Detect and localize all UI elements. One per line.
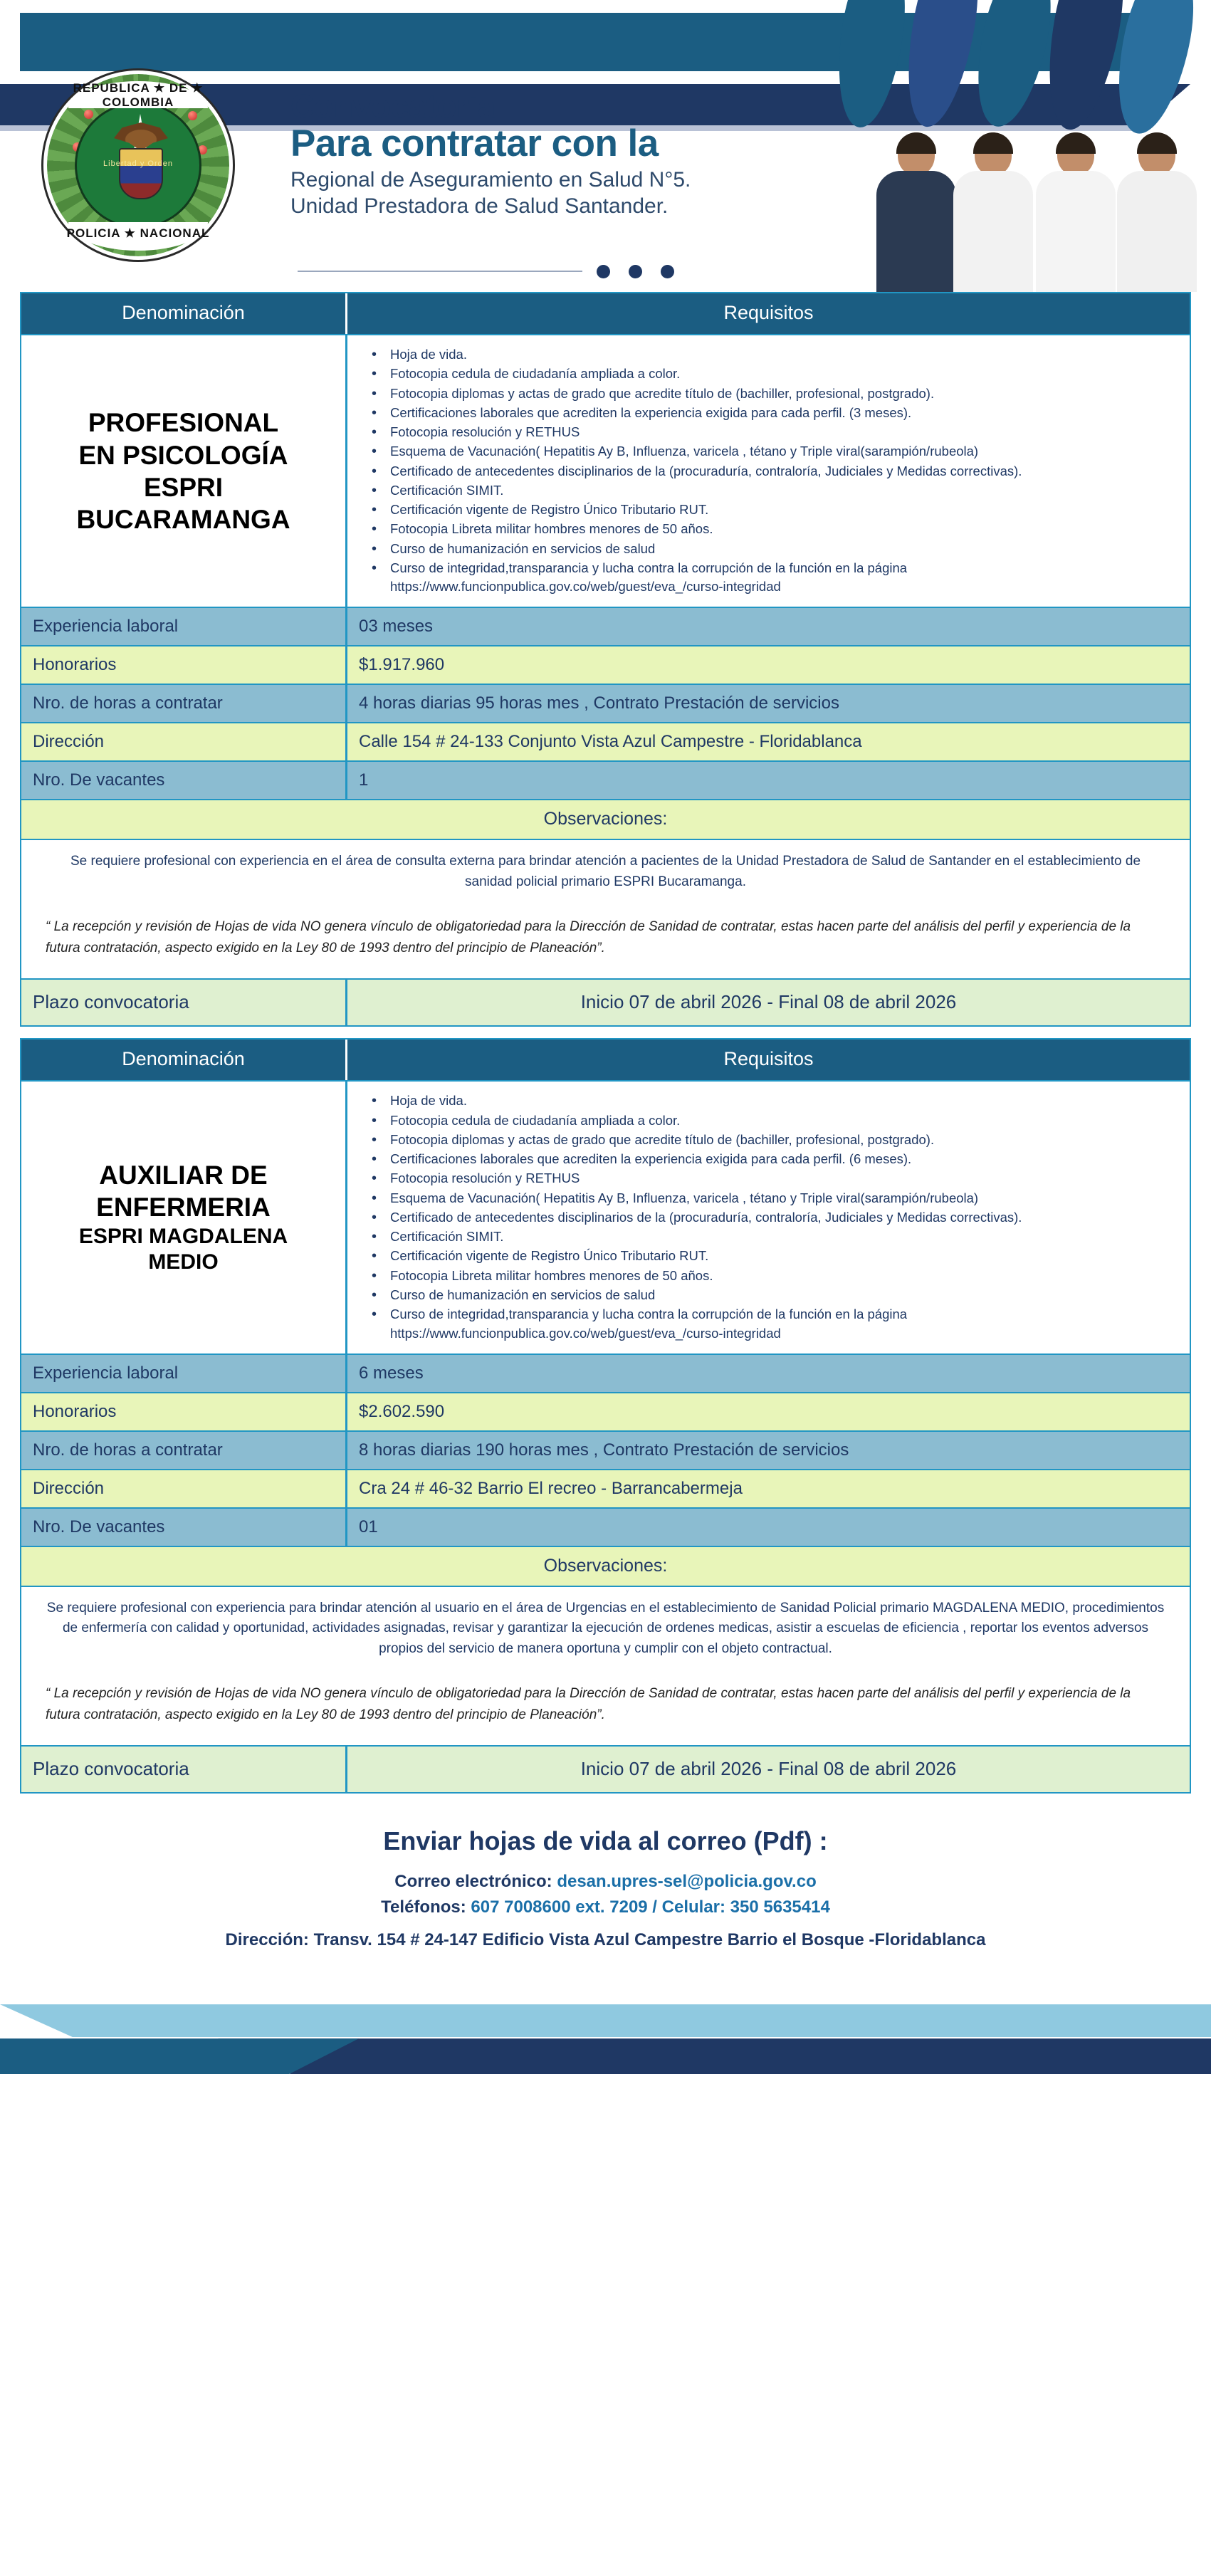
position-card <box>20 292 1191 1027</box>
position-denomination-cell <box>21 335 347 607</box>
label-horas: Nro. de horas a contratar <box>21 1432 347 1469</box>
requirement-item: • Certificación vigente de Registro Único Tributario RUT. <box>366 501 1177 519</box>
value-horas: 8 horas diarias 190 horas mes , Contrato Prestación de servicios <box>347 1432 1190 1469</box>
label-direccion: Dirección <box>21 1470 347 1507</box>
label-honorarios: Honorarios <box>21 1393 347 1430</box>
observations-header: Observaciones: <box>21 800 1190 840</box>
table-header-row <box>21 1040 1190 1082</box>
position-title-line3: ESPRI MAGDALENA <box>78 1224 288 1248</box>
position-requirements-cell <box>347 335 1190 607</box>
label-experiencia: Experiencia laboral <box>21 608 347 645</box>
requirement-item: • Fotocopia diplomas y actas de grado que acredite título de (bachiller, profesional, postgrado). <box>366 384 1177 403</box>
detail-row-horas <box>21 1432 1190 1470</box>
requirement-item: • Hoja de vida. <box>366 345 1177 364</box>
position-title-line1: AUXILIAR DE <box>99 1161 268 1190</box>
legal-note-text: “ La recepción y revisión de Hojas de vida NO genera vínculo de obligatoriedad para la Dirección de Sanidad de contratar, estas hacen parte del análisis del perfil y experiencia de la futura contratación, aspecto exigido en la Ley 80 de 1993 dentro del principio de Planeación”. <box>46 1686 1131 1722</box>
observations-body <box>21 840 1190 978</box>
value-direccion: Cra 24 # 46-32 Barrio El recreo - Barrancabermeja <box>347 1470 1190 1507</box>
position-card <box>20 1038 1191 1794</box>
banner-title-line1: Convocatoria <box>290 88 496 125</box>
header-denominacion: Denominación <box>21 293 347 334</box>
banner-title-block <box>290 90 789 219</box>
footer-phone-value: 607 7008600 ext. 7209 / Celular: 350 5635414 <box>471 1897 830 1917</box>
detail-row-honorarios <box>21 646 1190 685</box>
footer-title: Enviar hojas de vida al correo (Pdf) : <box>383 1826 828 1856</box>
detail-row-horas <box>21 685 1190 723</box>
requirement-item: • Fotocopia Libreta militar hombres menores de 50 años. <box>366 1267 1177 1285</box>
requirement-item: • Esquema de Vacunación( Hepatitis Ay B, Influenza, varicela , tétano y Triple viral(sarampión/rubeola) <box>366 442 1177 461</box>
requirement-item: • Certificación SIMIT. <box>366 481 1177 500</box>
banner-divider-rule <box>298 271 582 272</box>
banner-dots-decoration <box>597 265 674 278</box>
requirement-item: • Fotocopia cedula de ciudadanía ampliada a color. <box>366 365 1177 383</box>
table-header-row <box>21 293 1190 335</box>
value-honorarios: $1.917.960 <box>347 646 1190 684</box>
label-vacantes: Nro. De vacantes <box>21 1509 347 1546</box>
footer-decoration-bands <box>0 1976 1211 2083</box>
value-horas: 4 horas diarias 95 horas mes , Contrato Prestación de servicios <box>347 685 1190 722</box>
page-header-banner <box>0 0 1211 292</box>
label-plazo: Plazo convocatoria <box>21 1747 347 1792</box>
requirement-item: • Fotocopia resolución y RETHUS <box>366 1169 1177 1188</box>
page-footer <box>0 1826 1211 1957</box>
header-staff-photo <box>869 61 1204 292</box>
legal-note-text: “ La recepción y revisión de Hojas de vida NO genera vínculo de obligatoriedad para la Dirección de Sanidad de contratar, estas hacen parte del análisis del perfil y experiencia de la futura contratación, aspecto exigido en la Ley 80 de 1993 dentro del principio de Planeación”. <box>46 919 1131 955</box>
plazo-row <box>21 978 1190 1025</box>
value-vacantes: 1 <box>347 762 1190 799</box>
position-title-line3: ESPRI <box>143 472 224 502</box>
position-title-line1: PROFESIONAL <box>88 408 279 438</box>
value-plazo: Inicio 07 de abril 2026 - Final 08 de abril 2026 <box>580 991 957 1013</box>
position-main-row <box>21 335 1190 608</box>
position-title-line2: ENFERMERIA <box>96 1193 271 1222</box>
crest-motto-label: Libertad y Orden <box>103 159 173 168</box>
observation-text: Se requiere profesional con experiencia para brindar atención al usuario en el área de Urgencias en el establecimiento de Sanidad Policial primario MAGDALENA MEDIO, procedimientos de enfermería con calidad y oportunidad, actividades asignadas, revisar y garantizar la ejecución de ordenes medicas, asistir a escuelas de eficiencia , reportar los eventos adversos propios del servicio de manera oportuna y cumplir con el objeto contractual. <box>46 1600 1165 1656</box>
footer-email-value[interactable]: desan.upres-sel@policia.gov.co <box>557 1872 817 1892</box>
observations-body <box>21 1587 1190 1745</box>
observations-header: Observaciones: <box>21 1547 1190 1587</box>
requirement-item: • Certificación vigente de Registro Único Tributario RUT. <box>366 1247 1177 1265</box>
label-horas: Nro. de horas a contratar <box>21 685 347 722</box>
requirement-item: • Fotocopia cedula de ciudadanía ampliada a color. <box>366 1111 1177 1130</box>
requirement-item: • Curso de humanización en servicios de salud <box>366 1286 1177 1304</box>
position-requirements-cell <box>347 1082 1190 1353</box>
crest-bottom-label: POLICIA ★ NACIONAL <box>66 226 210 240</box>
requirement-item: • Fotocopia Libreta militar hombres menores de 50 años. <box>366 520 1177 538</box>
requirement-item: • Curso de integridad,transparancia y lucha contra la corrupción de la función en la página https://www.funcionpublica.gov.co/web/guest/eva_/curso-integridad <box>366 1305 1177 1343</box>
value-honorarios: $2.602.590 <box>347 1393 1190 1430</box>
colombia-police-crest-icon <box>41 68 235 262</box>
position-title-line4: MEDIO <box>148 1250 219 1274</box>
requirement-item: • Curso de humanización en servicios de salud <box>366 540 1177 558</box>
banner-subtitle-line1: Regional de Aseguramiento en Salud N°5. <box>290 167 691 192</box>
plazo-row <box>21 1745 1190 1792</box>
position-title-line2: EN PSICOLOGÍA <box>78 440 288 470</box>
label-honorarios: Honorarios <box>21 646 347 684</box>
requirement-item: • Fotocopia diplomas y actas de grado que acredite título de (bachiller, profesional, postgrado). <box>366 1131 1177 1149</box>
header-denominacion: Denominación <box>21 1040 347 1080</box>
observation-text: Se requiere profesional con experiencia en el área de consulta externa para brindar atención a pacientes de la Unidad Prestadora de Salud de Santander en el establecimiento de sanidad policial primario ESPRI Bucaramanga. <box>70 854 1141 889</box>
requirement-item: • Certificación SIMIT. <box>366 1227 1177 1246</box>
header-requisitos: Requisitos <box>723 1048 814 1070</box>
footer-phone-row <box>0 1895 1211 1920</box>
detail-row-honorarios <box>21 1393 1190 1432</box>
detail-row-vacantes <box>21 1509 1190 1547</box>
banner-subtitle-line2: Unidad Prestadora de Salud Santander. <box>290 194 669 218</box>
requirement-item: • Certificado de antecedentes disciplinarios de la (procuraduría, contraloría, Judiciales y Medidas correctivas). <box>366 1208 1177 1227</box>
banner-title-line2: Para contratar con la <box>290 122 659 164</box>
detail-row-direccion <box>21 723 1190 762</box>
label-experiencia: Experiencia laboral <box>21 1355 347 1392</box>
detail-row-direccion <box>21 1470 1190 1509</box>
footer-email-row <box>0 1869 1211 1895</box>
value-vacantes: 01 <box>347 1509 1190 1546</box>
requirement-item: • Fotocopia resolución y RETHUS <box>366 423 1177 441</box>
detail-row-experiencia <box>21 1355 1190 1393</box>
value-plazo: Inicio 07 de abril 2026 - Final 08 de abril 2026 <box>580 1758 957 1780</box>
value-direccion: Calle 154 # 24-133 Conjunto Vista Azul Campestre - Floridablanca <box>347 723 1190 760</box>
value-experiencia: 03 meses <box>347 608 1190 645</box>
label-direccion: Dirección <box>21 723 347 760</box>
card-separator <box>0 1027 1211 1038</box>
detail-row-experiencia <box>21 608 1190 646</box>
footer-email-label: Correo electrónico: <box>394 1872 552 1892</box>
footer-address: Dirección: Transv. 154 # 24-147 Edificio Vista Azul Campestre Barrio el Bosque -Floridablanca <box>225 1930 986 1950</box>
position-denomination-cell <box>21 1082 347 1353</box>
value-experiencia: 6 meses <box>347 1355 1190 1392</box>
requirements-list <box>366 1091 1177 1342</box>
label-plazo: Plazo convocatoria <box>21 980 347 1025</box>
requirement-item: • Certificaciones laborales que acrediten la experiencia exigida para cada perfil. (6 meses). <box>366 1150 1177 1168</box>
requirement-item: • Curso de integridad,transparancia y lucha contra la corrupción de la función en la página https://www.funcionpublica.gov.co/web/guest/eva_/curso-integridad <box>366 559 1177 597</box>
requirement-item: • Esquema de Vacunación( Hepatitis Ay B, Influenza, varicela , tétano y Triple viral(sarampión/rubeola) <box>366 1189 1177 1208</box>
requirement-item: • Certificado de antecedentes disciplinarios de la (procuraduría, contraloría, Judiciales y Medidas correctivas). <box>366 462 1177 481</box>
header-requisitos: Requisitos <box>723 302 814 323</box>
footer-phone-label: Teléfonos: <box>381 1897 466 1917</box>
position-title-line4: BUCARAMANGA <box>76 504 290 534</box>
requirements-list <box>366 345 1177 596</box>
crest-top-label: REPUBLICA ★ DE ★ COLOMBIA <box>73 81 204 109</box>
label-vacantes: Nro. De vacantes <box>21 762 347 799</box>
detail-row-vacantes <box>21 762 1190 800</box>
requirement-item: • Certificaciones laborales que acrediten la experiencia exigida para cada perfil. (3 meses). <box>366 404 1177 422</box>
position-main-row <box>21 1082 1190 1354</box>
requirement-item: • Hoja de vida. <box>366 1091 1177 1110</box>
